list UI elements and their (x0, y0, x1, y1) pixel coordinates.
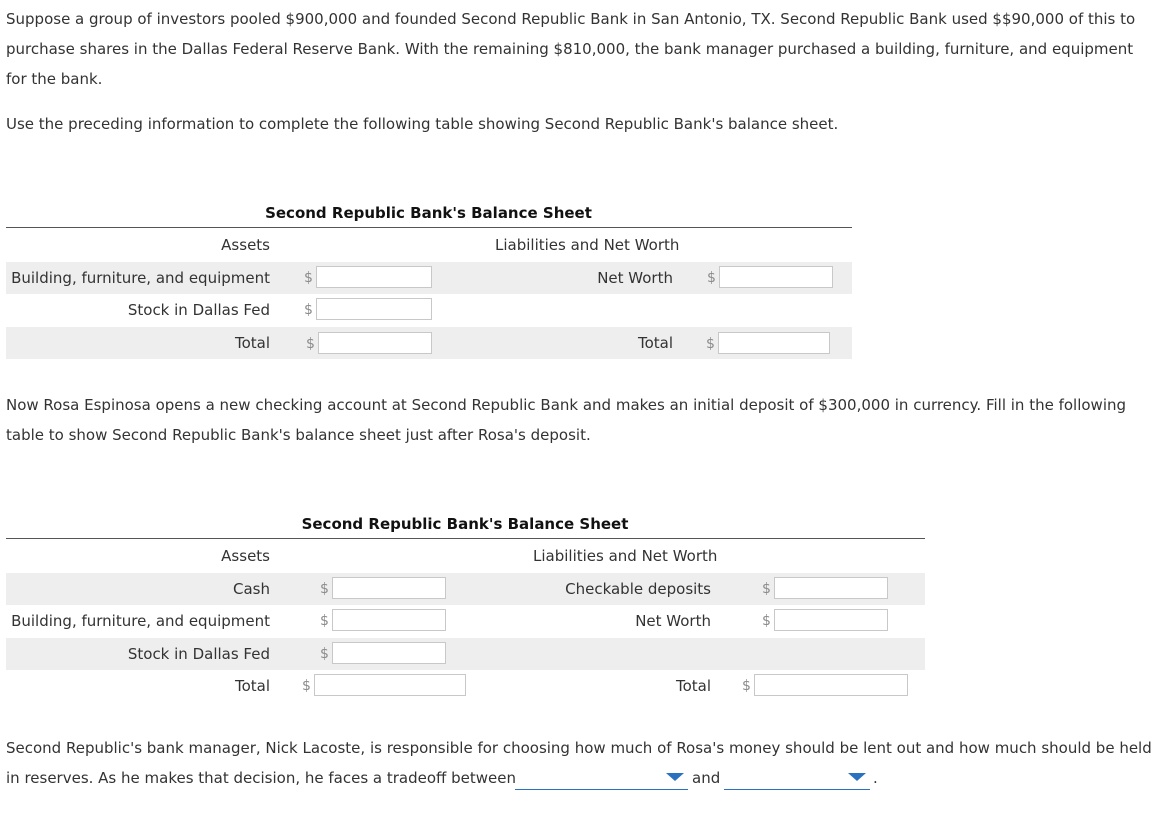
dollar-sign: $ (302, 678, 311, 694)
cash-input-field (320, 577, 446, 599)
assets-header: Assets (221, 236, 270, 254)
period-text: . (873, 769, 878, 787)
stock-input-field (320, 642, 446, 664)
stock-input[interactable] (316, 298, 432, 320)
total-liabilities-input-field (706, 332, 832, 354)
tradeoff-dropdown-1[interactable] (515, 767, 688, 790)
row-label-cash: Cash (233, 580, 270, 598)
dollar-sign: $ (762, 613, 771, 629)
dollar-sign: $ (762, 581, 771, 597)
row-label-net-worth: Net Worth (597, 269, 673, 287)
dollar-sign: $ (742, 678, 751, 694)
net-worth-input[interactable] (774, 609, 888, 631)
chevron-down-icon (848, 773, 866, 781)
stock-input-field (304, 298, 430, 320)
dollar-sign: $ (306, 336, 315, 352)
instruction-paragraph: Use the preceding information to complete the following table showing Second Republic Bank's balance sheet. (6, 115, 839, 133)
total-liabilities-input-field (742, 674, 908, 696)
dollar-sign: $ (706, 336, 715, 352)
dollar-sign: $ (320, 646, 329, 662)
row-label-checkable-deposits: Checkable deposits (565, 580, 711, 598)
deposit-paragraph: Now Rosa Espinosa opens a new checking account at Second Republic Bank and makes an initial deposit of $300,000 in currency. Fill in the following table to show Second Republic Bank's balance sheet just after Rosa's deposit. (6, 396, 1127, 444)
row-label-net-worth: Net Worth (635, 612, 711, 630)
total-liabilities-input[interactable] (754, 674, 908, 696)
net-worth-input-field (762, 609, 888, 631)
net-worth-input-field (707, 266, 833, 288)
assets-header: Assets (221, 547, 270, 565)
dollar-sign: $ (320, 581, 329, 597)
table-title: Second Republic Bank's Balance Sheet (301, 515, 629, 533)
tradeoff-line-2: in reserves. As he makes that decision, he faces a tradeoff between (6, 769, 517, 787)
row-label-building: Building, furniture, and equipment (11, 612, 270, 630)
liabilities-header: Liabilities and Net Worth (533, 547, 718, 565)
tradeoff-paragraph: Second Republic's bank manager, Nick Lacoste, is responsible for choosing how much of Rosa's money should be lent out and how much should be held (6, 739, 1152, 757)
row-label-stock: Stock in Dallas Fed (127, 301, 270, 319)
tradeoff-dropdown-2[interactable] (724, 767, 870, 790)
row-label-total-liabilities: Total (637, 334, 673, 352)
checkable-deposits-input[interactable] (774, 577, 888, 599)
row-label-total-assets: Total (234, 334, 270, 352)
total-assets-input-field (306, 332, 432, 354)
net-worth-input[interactable] (719, 266, 833, 288)
intro-paragraph: Suppose a group of investors pooled $900,000 and founded Second Republic Bank in San Antonio, TX. Second Republic Bank used $$90,000 of this to purchase shares in the Dallas Federal Reserve Bank. With the remaining $810,000, the bank manager purchased a building, furniture, and equipment for the bank. (6, 10, 1136, 88)
row-label-building: Building, furniture, and equipment (11, 269, 270, 287)
checkable-deposits-input-field (762, 577, 888, 599)
row-label-stock: Stock in Dallas Fed (127, 645, 270, 663)
dollar-sign: $ (304, 270, 313, 286)
title-divider (6, 538, 925, 539)
dollar-sign: $ (707, 270, 716, 286)
table-title: Second Republic Bank's Balance Sheet (265, 204, 592, 222)
dollar-sign: $ (304, 302, 313, 318)
stock-input[interactable] (332, 642, 446, 664)
cash-input[interactable] (332, 577, 446, 599)
total-assets-input-field (302, 674, 466, 696)
title-divider (6, 227, 852, 228)
building-input[interactable] (316, 266, 432, 288)
and-text: and (692, 769, 721, 787)
building-input-field (320, 609, 446, 631)
liabilities-header: Liabilities and Net Worth (495, 236, 680, 254)
total-assets-input[interactable] (318, 332, 432, 354)
total-assets-input[interactable] (314, 674, 466, 696)
dollar-sign: $ (320, 613, 329, 629)
chevron-down-icon (666, 773, 684, 781)
building-input-field (304, 266, 430, 288)
building-input[interactable] (332, 609, 446, 631)
row-label-total-liabilities: Total (675, 677, 711, 695)
total-liabilities-input[interactable] (718, 332, 830, 354)
row-label-total-assets: Total (234, 677, 270, 695)
